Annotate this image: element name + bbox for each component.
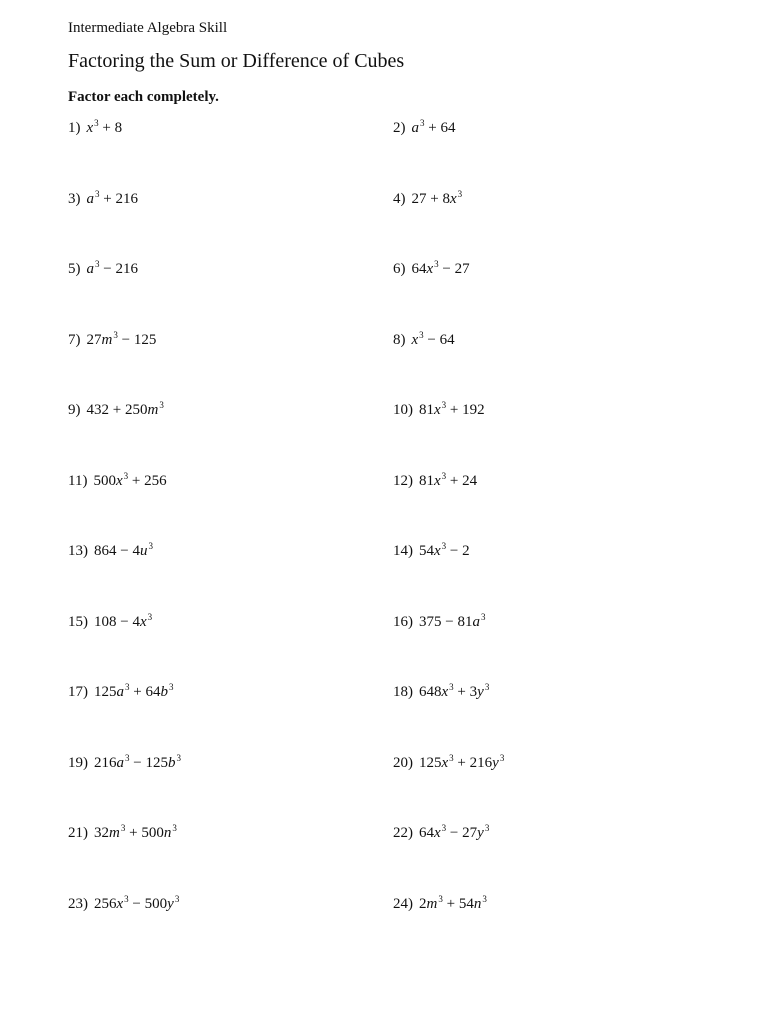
problem-expression: $x^3 + 8$ (86, 118, 123, 136)
problem-expression: $x^3 - 64$ (411, 329, 455, 348)
problem-number: 7) (68, 331, 81, 348)
problem-item (68, 825, 177, 842)
problem-item (68, 329, 157, 349)
problem-item (68, 188, 138, 208)
problem-number: 15) (68, 613, 88, 630)
problem-number: 9) (68, 402, 81, 418)
problem-item (68, 684, 173, 701)
problem-expression: $64x^3 - 27y^3$ (419, 823, 490, 841)
problem-expression: $864 - 4u^3$ (94, 541, 153, 559)
problem-number: 3) (68, 190, 81, 207)
instructions: Factor each completely. (68, 89, 219, 105)
problem-item (393, 120, 455, 137)
problem-number: 1) (68, 120, 81, 136)
problem-item (68, 611, 153, 631)
problem-number: 8) (393, 331, 406, 348)
problem-item (393, 543, 470, 560)
problem-item (68, 120, 122, 137)
problem-expression: $81x^3 + 192$ (419, 400, 485, 418)
problem-item (393, 329, 455, 349)
problem-item (393, 684, 489, 701)
problem-expression: $27m^3 - 125$ (86, 329, 157, 348)
problem-number: 14) (393, 543, 413, 559)
problem-expression: $125a^3 + 64b^3$ (94, 682, 174, 700)
problem-expression: $a^3 + 216$ (86, 188, 138, 207)
page-title: Factoring the Sum or Difference of Cubes (68, 50, 405, 72)
problem-expression: $125x^3 + 216y^3$ (419, 752, 505, 771)
problem-expression: $64x^3 - 27$ (411, 259, 470, 277)
problem-expression: $a^3 + 64$ (411, 118, 456, 136)
problem-expression: $27 + 8x^3$ (411, 188, 463, 207)
problem-item (393, 825, 489, 842)
problem-number: 5) (68, 261, 81, 277)
problem-expression: $a^3 - 216$ (86, 259, 138, 277)
problem-number: 24) (393, 895, 413, 912)
problem-item (393, 402, 485, 419)
problem-item (68, 470, 167, 490)
problem-number: 16) (393, 613, 413, 630)
problem-item (393, 470, 478, 490)
problem-number: 4) (393, 190, 406, 207)
problem-expression: $32m^3 + 500n^3$ (94, 823, 177, 841)
problem-expression: $256x^3 - 500y^3$ (94, 893, 180, 912)
problem-number: 22) (393, 825, 413, 841)
problem-expression: $375 - 81a^3$ (419, 611, 486, 630)
problem-expression: $2m^3 + 54n^3$ (419, 893, 487, 912)
problem-number: 19) (68, 754, 88, 771)
problem-number: 2) (393, 120, 406, 136)
course-header: Intermediate Algebra Skill (68, 20, 228, 36)
problem-item (393, 611, 486, 631)
problem-item (68, 752, 181, 772)
problem-item (393, 893, 487, 913)
problem-item (393, 261, 470, 278)
problem-expression: $54x^3 - 2$ (419, 541, 470, 559)
problem-item (68, 261, 138, 278)
problem-number: 20) (393, 754, 413, 771)
problem-expression: $648x^3 + 3y^3$ (419, 682, 490, 700)
problem-item (393, 188, 463, 208)
problem-expression: $216a^3 - 125b^3$ (94, 752, 181, 771)
problem-number: 11) (68, 472, 88, 489)
problem-number: 12) (393, 472, 413, 489)
problem-number: 18) (393, 684, 413, 700)
problem-item (68, 893, 180, 913)
problem-item (393, 752, 505, 772)
problem-number: 23) (68, 895, 88, 912)
problem-number: 13) (68, 543, 88, 559)
problem-number: 10) (393, 402, 413, 418)
problem-item (68, 543, 153, 560)
problem-expression: $108 - 4x^3$ (94, 611, 153, 630)
problem-item (68, 402, 164, 419)
problem-number: 17) (68, 684, 88, 700)
problem-expression: $500x^3 + 256$ (93, 470, 167, 489)
problem-expression: $81x^3 + 24$ (419, 470, 478, 489)
problem-number: 21) (68, 825, 88, 841)
problem-expression: $432 + 250m^3$ (86, 400, 164, 418)
problem-number: 6) (393, 261, 406, 277)
